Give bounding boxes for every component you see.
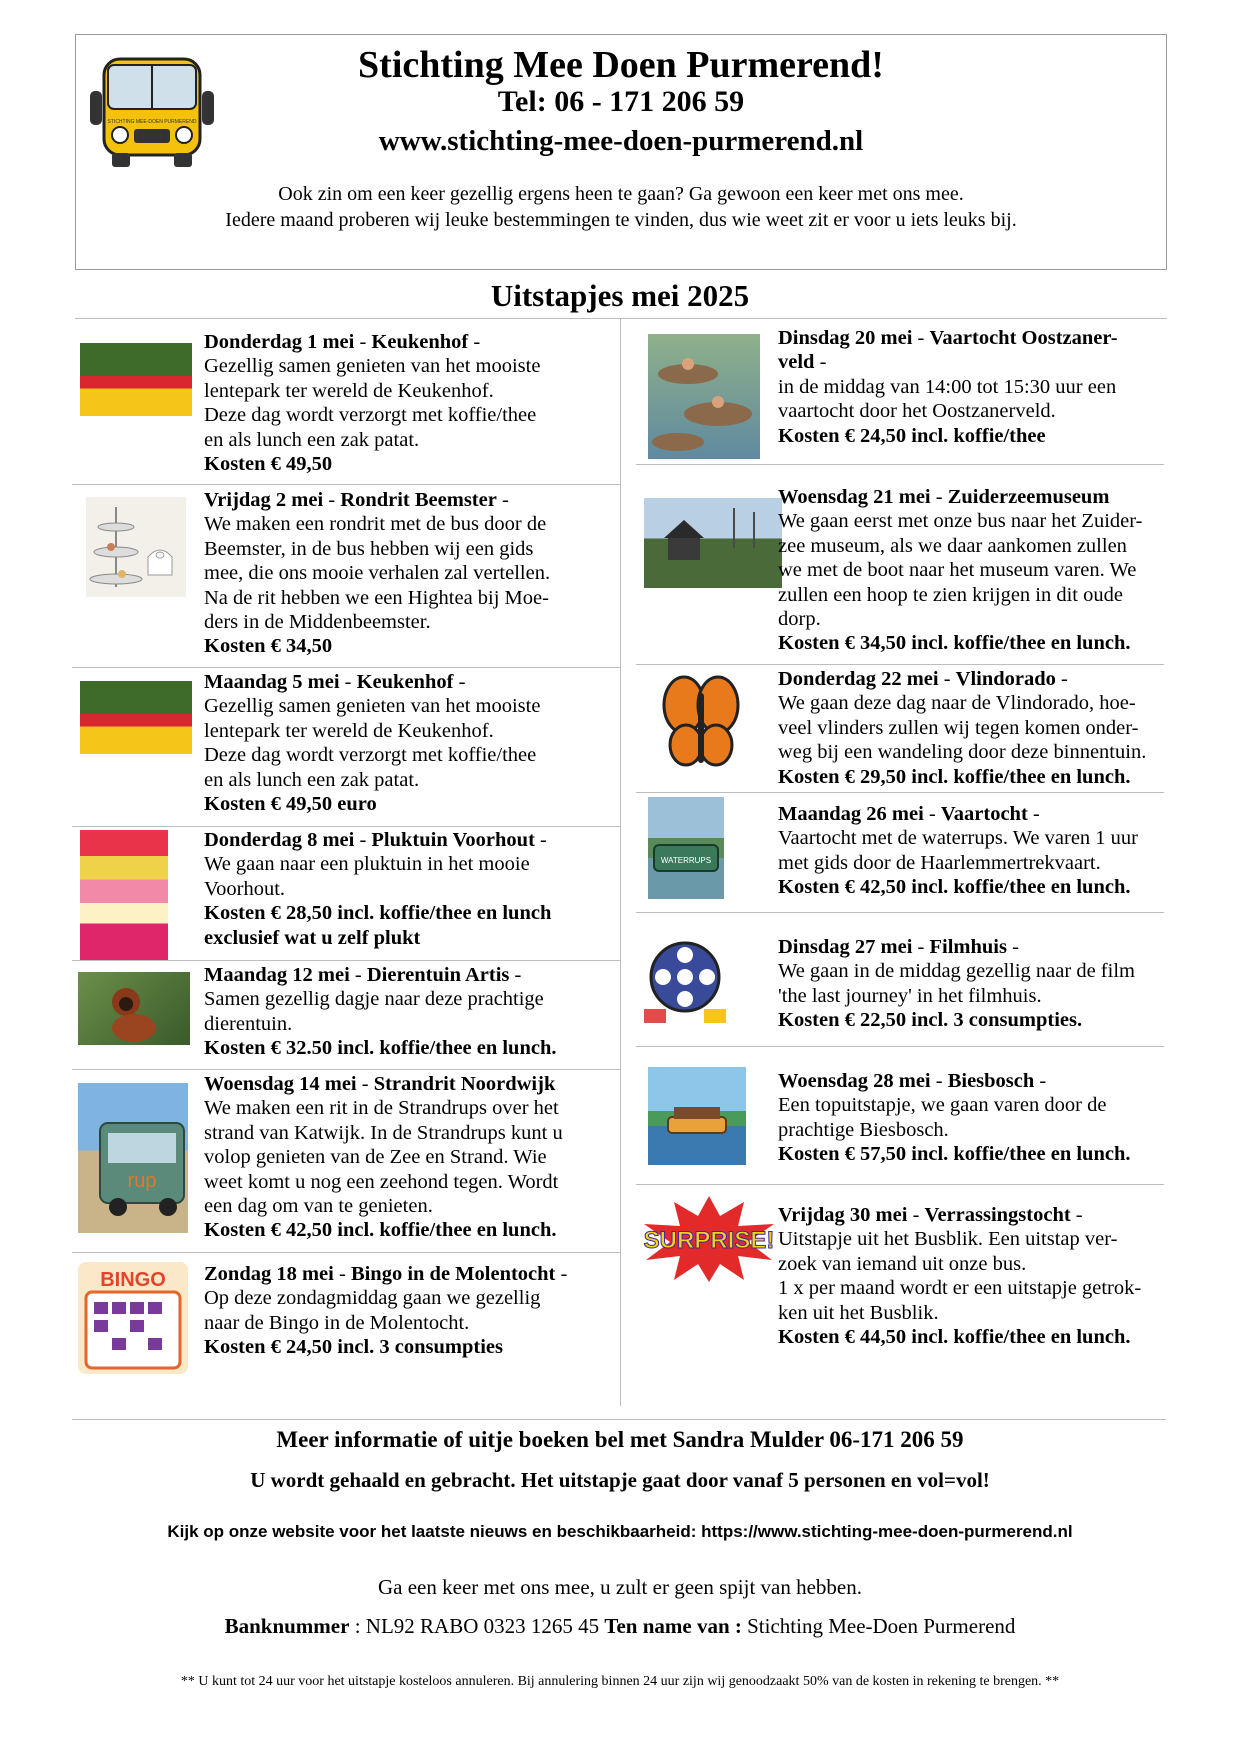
event-item: Dinsdag 20 mei - Vaartocht Oostzaner- veld - in de middag van 14:00 tot 15:30 uur een vaartocht door het Oostzanerveld. Kosten € 24,50 incl. koffie/thee bbox=[778, 326, 1198, 448]
divider bbox=[636, 664, 1164, 665]
event-item: Woensdag 21 mei - Zuiderzeemuseum We gaan eerst met onze bus naar het Zuider- zee museum, als we daar aankomen zullen we met de boot naar het museum varen. We zullen een hoop te zien krijgen in dit oude dorp. Kosten € 34,50 incl. koffie/thee en lunch. bbox=[778, 485, 1198, 656]
event-description: We gaan eerst met onze bus naar het Zuider- zee museum, als we daar aankomen zullen we met de boot naar het museum varen. We zullen een hoop te zien krijgen in dit oude dorp. bbox=[778, 510, 1143, 631]
film-reel-icon bbox=[640, 927, 730, 1027]
event-cost: Kosten € 34,50 bbox=[204, 635, 333, 658]
divider bbox=[636, 464, 1164, 465]
divider bbox=[72, 826, 620, 827]
event-item: Donderdag 8 mei - Pluktuin Voorhout - We gaan naar een pluktuin in het mooie Voorhout. Kosten € 28,50 incl. koffie/thee en lunch exclusief wat u zelf plukt bbox=[204, 828, 616, 950]
event-place: Verrassingstocht bbox=[924, 1204, 1071, 1226]
event-day: Donderdag 8 mei bbox=[204, 829, 355, 851]
event-item: Vrijdag 30 mei - Verrassingstocht - Uitstapje uit het Busblik. Een uitstap ver- zoek van iemand uit onze bus. 1 x per maand wordt er een uitstapje getrok- ken uit het Busblik. Kosten € 44,50 incl. koffie/thee en lunch. bbox=[778, 1203, 1198, 1349]
event-place: Dierentuin Artis bbox=[366, 964, 510, 986]
event-place: Pluktuin Voorhout bbox=[371, 829, 535, 851]
event-place: Rondrit Beemster bbox=[340, 489, 497, 511]
event-item: Maandag 5 mei - Keukenhof - Gezellig samen genieten van het mooiste lentepark ter wereld de Keukenhof. Deze dag wordt verzorgt met koffie/thee en als lunch een zak patat. Kosten € 49,50 euro bbox=[204, 670, 616, 816]
harbour-village-photo bbox=[644, 498, 782, 588]
organization-name: Stichting Mee Doen Purmerend! bbox=[358, 44, 884, 86]
intro-text bbox=[76, 181, 1166, 233]
account-name: Stichting Mee-Doen Purmerend bbox=[741, 1614, 1016, 1638]
cancellation-note: ** U kunt tot 24 uur voor het uitstapje kosteloos annuleren. Bij annulering binnen 24 uur zijn wij genoodzaakt 50% van de kosten in rekening te brengen. ** bbox=[180, 1674, 1060, 1689]
event-day: Donderdag 1 mei bbox=[204, 331, 355, 353]
event-place: Keukenhof bbox=[371, 331, 469, 353]
intro-line: Ook zin om een keer gezellig ergens heen te gaan? Ga gewoon een keer met ons mee. bbox=[278, 183, 964, 205]
bank-label: Banknummer bbox=[224, 1614, 350, 1638]
event-item: Donderdag 1 mei - Keukenhof - Gezellig samen genieten van het mooiste lentepark ter wereld de Keukenhof. Deze dag wordt verzorgt met koffie/thee en als lunch een zak patat. Kosten € 49,50 bbox=[204, 330, 616, 476]
event-description: Vaartocht met de waterrups. We varen 1 uur met gids door de Haarlemmertrekvaart. bbox=[778, 827, 1139, 874]
event-day: Woensdag 21 mei bbox=[778, 486, 931, 508]
column-divider bbox=[620, 318, 621, 1406]
account-name-label: Ten name van : bbox=[604, 1614, 742, 1638]
bank-number: : NL92 RABO 0323 1265 45 bbox=[349, 1614, 605, 1638]
svg-text:rup: rup bbox=[127, 1170, 157, 1192]
event-day: Maandag 26 mei bbox=[778, 803, 924, 825]
booking-info: Meer informatie of uitje boeken bel met Sandra Mulder 06-171 206 59 bbox=[276, 1427, 964, 1452]
event-day: Donderdag 22 mei bbox=[778, 668, 939, 690]
event-description: We maken een rondrit met de bus door de Beemster, in de bus hebben wij een gids mee, die ons mooie verhalen zal vertellen. Na de rit hebben we een Hightea bij Moe- ders in de Middenbeemster. bbox=[204, 513, 551, 634]
event-place: Vaartocht bbox=[940, 803, 1028, 825]
boat-label: WATERRUPS bbox=[660, 856, 712, 865]
event-description: Gezellig samen genieten van het mooiste lentepark ter wereld de Keukenhof. Deze dag wordt verzorgt met koffie/thee en als lunch een zak patat. bbox=[204, 695, 541, 791]
event-description: Samen gezellig dagje naar deze prachtige dierentuin. bbox=[204, 988, 544, 1035]
intro-line: Iedere maand proberen wij leuke bestemmingen te vinden, dus wie weet zit er voor u iets leuks bij. bbox=[225, 209, 1017, 231]
event-item: Dinsdag 27 mei - Filmhuis - We gaan in de middag gezellig naar de film 'the last journey' in het filmhuis. Kosten € 22,50 incl. 3 consumpties. bbox=[778, 935, 1198, 1033]
event-description: We gaan in de middag gezellig naar de film 'the last journey' in het filmhuis. bbox=[778, 960, 1135, 1007]
event-place: Strandrit Noordwijk bbox=[373, 1073, 556, 1095]
event-place: Filmhuis bbox=[929, 936, 1007, 958]
event-day: Maandag 5 mei bbox=[204, 671, 340, 693]
event-cost: Kosten € 49,50 bbox=[204, 453, 333, 476]
event-item: Zondag 18 mei - Bingo in de Molentocht - Op deze zondagmiddag gaan we gezellig naar de Bingo in de Molentocht. Kosten € 24,50 incl. 3 consumpties bbox=[204, 1262, 616, 1360]
tulip-field-photo bbox=[80, 343, 192, 416]
event-cost: Kosten € 24,50 incl. 3 consumpties bbox=[204, 1336, 503, 1359]
event-place: Keukenhof bbox=[356, 671, 454, 693]
phone-number: Tel: 06 - 171 206 59 bbox=[497, 85, 745, 118]
divider bbox=[72, 484, 620, 485]
event-place: Vlindorado bbox=[955, 668, 1056, 690]
divider bbox=[72, 1252, 620, 1253]
river-boat-illustration bbox=[648, 1067, 746, 1165]
event-item: Donderdag 22 mei - Vlindorado - We gaan deze dag naar de Vlindorado, hoe- veel vlinders zullen wij tegen komen onder- weg bij een wandeling door deze binnentuin. Kosten € 29,50 incl. koffie/thee en lunch. bbox=[778, 667, 1198, 789]
section-title: Uitstapjes mei 2025 bbox=[490, 278, 750, 313]
divider bbox=[636, 912, 1164, 913]
divider bbox=[72, 1419, 1166, 1420]
divider bbox=[636, 1184, 1164, 1185]
divider bbox=[636, 792, 1164, 793]
event-cost: Kosten € 42,50 incl. koffie/thee en lunch. bbox=[204, 1219, 557, 1242]
event-description: Een topuitstapje, we gaan varen door de prachtige Biesbosch. bbox=[778, 1094, 1107, 1141]
tagline: Ga een keer met ons mee, u zult er geen spijt van hebben. bbox=[378, 1575, 862, 1599]
event-item: Maandag 12 mei - Dierentuin Artis - Samen gezellig dagje naar deze prachtige dierentuin. Kosten € 32.50 incl. koffie/thee en lunch. bbox=[204, 963, 616, 1061]
bank-details bbox=[0, 1614, 1240, 1639]
event-day: Dinsdag 27 mei bbox=[778, 936, 913, 958]
event-item: Vrijdag 2 mei - Rondrit Beemster - We maken een rondrit met de bus door de Beemster, in de bus hebben wij een gids mee, die ons mooie verhalen zal vertellen. Na de rit hebben we een Hightea bij Moe- ders in de Middenbeemster. Kosten € 34,50 bbox=[204, 488, 616, 659]
event-item: Woensdag 14 mei - Strandrit Noordwijk We maken een rit in de Strandrups over het strand van Katwijk. In de Strandrups kunt u volop genieten van de Zee en Strand. Wie weet komt u nog een zeehond tegen. Wordt een dag om van te genieten. Kosten € 42,50 incl. koffie/thee en lunch. bbox=[204, 1072, 616, 1243]
event-day: Woensdag 28 mei bbox=[778, 1070, 931, 1092]
event-cost: Kosten € 24,50 incl. koffie/thee bbox=[778, 424, 1046, 447]
event-cost: Kosten € 49,50 euro bbox=[204, 793, 377, 816]
event-cost: Kosten € 28,50 incl. koffie/thee en lunch exclusief wat u zelf plukt bbox=[204, 902, 552, 949]
divider bbox=[75, 318, 1167, 319]
surprise-burst-icon bbox=[640, 1194, 778, 1284]
monkey-photo bbox=[78, 972, 190, 1045]
event-cost: Kosten € 44,50 incl. koffie/thee en lunch. bbox=[778, 1326, 1131, 1349]
event-place: Vaartocht Oostzaner- veld bbox=[778, 327, 1118, 374]
bingo-card-icon bbox=[78, 1262, 188, 1374]
event-description: Gezellig samen genieten van het mooiste lentepark ter wereld de Keukenhof. Deze dag wordt verzorgt met koffie/thee en als lunch een zak patat. bbox=[204, 355, 541, 451]
divider bbox=[72, 1069, 620, 1070]
divider bbox=[636, 1046, 1164, 1047]
divider bbox=[72, 667, 620, 668]
website-link[interactable]: www.stichting-mee-doen-purmerend.nl bbox=[378, 125, 864, 157]
event-place: Zuiderzeemuseum bbox=[947, 486, 1110, 508]
event-item: Woensdag 28 mei - Biesbosch - Een topuitstapje, we gaan varen door de prachtige Biesbosch. Kosten € 57,50 incl. koffie/thee en lunch. bbox=[778, 1069, 1198, 1167]
tulip-field-photo bbox=[80, 681, 192, 754]
event-cost: Kosten € 34,50 incl. koffie/thee en lunch. bbox=[778, 632, 1131, 655]
event-cost: Kosten € 57,50 incl. koffie/thee en lunch. bbox=[778, 1143, 1131, 1166]
event-cost: Kosten € 42,50 incl. koffie/thee en lunch. bbox=[778, 876, 1131, 899]
bingo-label: BINGO bbox=[100, 1269, 166, 1291]
event-description: Uitstapje uit het Busblik. Een uitstap ver- zoek van iemand uit onze bus. 1 x per maand wordt er een uitstapje getrok- ken uit het Busblik. bbox=[778, 1228, 1142, 1324]
website-notice[interactable]: Kijk op onze website voor het laatste nieuws en beschikbaarheid: https://www.stichting-mee-doen-purmerend.nl bbox=[167, 1522, 1073, 1541]
event-day: Woensdag 14 mei bbox=[204, 1073, 357, 1095]
event-cost: Kosten € 29,50 incl. koffie/thee en lunch. bbox=[778, 765, 1131, 788]
event-description: in de middag van 14:00 tot 15:30 uur een vaartocht door het Oostzanerveld. bbox=[778, 375, 1117, 423]
event-item: Maandag 26 mei - Vaartocht - Vaartocht met de waterrups. We varen 1 uur met gids door de Haarlemmertrekvaart. Kosten € 42,50 incl. koffie/thee en lunch. bbox=[778, 802, 1198, 900]
event-cost: Kosten € 32.50 incl. koffie/thee en lunch. bbox=[204, 1037, 557, 1060]
divider bbox=[72, 960, 620, 961]
event-description: We maken een rit in de Strandrups over het strand van Katwijk. In de Strandrups kunt u volop genieten van de Zee en Strand. Wie weet komt u nog een zeehond tegen. Wordt een dag om van te genieten. bbox=[204, 1097, 563, 1218]
event-day: Maandag 12 mei bbox=[204, 964, 350, 986]
event-description: We gaan deze dag naar de Vlindorado, hoe- veel vlinders zullen wij tegen komen onder- weg bij een wandeling door deze binnentuin. bbox=[778, 692, 1147, 764]
event-day: Vrijdag 30 mei bbox=[778, 1204, 908, 1226]
pickup-info: U wordt gehaald en gebracht. Het uitstapje gaat door vanaf 5 personen en vol=vol! bbox=[250, 1468, 990, 1492]
surprise-label: SURPRISE! bbox=[643, 1227, 775, 1254]
header-box bbox=[75, 34, 1167, 270]
bus-logo-text: STICHTING MEE-DOEN PURMEREND bbox=[107, 119, 197, 125]
event-place: Bingo in de Molentocht bbox=[350, 1263, 556, 1285]
event-description: Op deze zondagmiddag gaan we gezellig naar de Bingo in de Molentocht. bbox=[204, 1287, 541, 1334]
event-place: Biesbosch bbox=[947, 1070, 1035, 1092]
boats-illustration bbox=[648, 334, 760, 459]
event-cost: Kosten € 22,50 incl. 3 consumpties. bbox=[778, 1009, 1083, 1032]
butterfly-icon bbox=[660, 673, 742, 775]
event-description: We gaan naar een pluktuin in het mooie Voorhout. bbox=[204, 853, 530, 900]
high-tea-photo bbox=[86, 497, 186, 597]
event-day: Zondag 18 mei bbox=[204, 1263, 334, 1285]
beach-train-photo bbox=[78, 1083, 188, 1233]
event-day: Dinsdag 20 mei bbox=[778, 327, 913, 349]
waterrups-boat-photo bbox=[648, 797, 724, 899]
event-day: Vrijdag 2 mei bbox=[204, 489, 324, 511]
flower-garden-photo bbox=[80, 830, 168, 960]
